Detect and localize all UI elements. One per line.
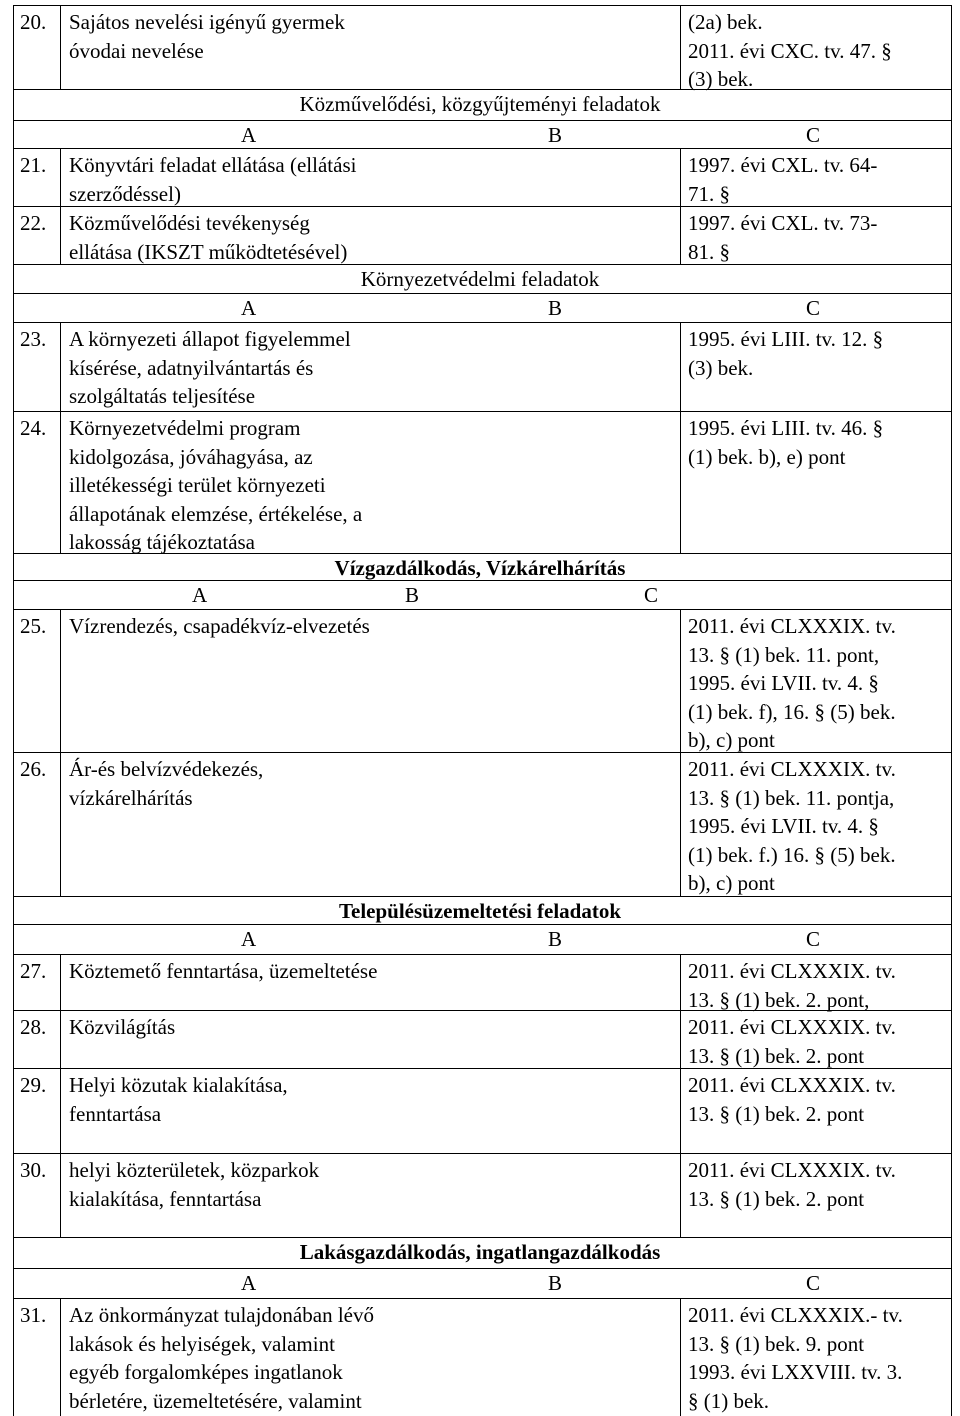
- column-border: [60, 1010, 61, 1068]
- column-border: [13, 89, 14, 120]
- row-number: 25.: [20, 614, 47, 638]
- legal-reference: 81. §: [688, 239, 730, 264]
- section-title: Vízgazdálkodás, Vízkárelhárítás: [334, 556, 626, 580]
- column-border: [951, 1010, 952, 1068]
- column-border: [951, 896, 952, 924]
- row-border: [13, 609, 951, 610]
- task-description: kísérése, adatnyilvántartás és: [69, 355, 314, 380]
- column-border: [60, 411, 61, 553]
- task-description: állapotának elemzése, értékelése, a: [69, 501, 363, 526]
- column-border: [951, 1268, 952, 1298]
- legal-reference: b), c) pont: [688, 728, 775, 752]
- column-border: [13, 293, 14, 322]
- column-border: [951, 411, 952, 553]
- legal-reference: 1995. évi LVII. tv. 4. §: [688, 814, 879, 838]
- legal-reference: 1995. évi LIII. tv. 12. §: [688, 327, 884, 351]
- task-description: óvodai nevelése: [69, 38, 204, 63]
- column-header-a: A: [241, 927, 257, 951]
- column-header-a: A: [241, 296, 257, 320]
- task-description: egyéb forgalomképes ingatlanok: [69, 1360, 343, 1384]
- legal-reference: (1) bek. f), 16. § (5) bek.: [688, 699, 896, 724]
- column-border: [13, 1268, 14, 1298]
- legal-reference: 2011. évi CLXXXIX. tv.: [688, 757, 896, 781]
- column-border: [13, 896, 14, 924]
- task-description: Helyi közutak kialakítása,: [69, 1073, 288, 1097]
- task-description: szolgáltatás teljesítése: [69, 384, 256, 408]
- column-header-c: C: [806, 296, 821, 320]
- legal-reference: 1997. évi CXL. tv. 73-: [688, 211, 878, 235]
- column-border: [951, 264, 952, 293]
- column-border: [60, 148, 61, 206]
- legal-reference: 13. § (1) bek. 11. pont,: [688, 642, 880, 667]
- row-number: 20.: [20, 10, 47, 34]
- column-border: [13, 1068, 14, 1153]
- column-border: [951, 148, 952, 206]
- column-border: [13, 1153, 14, 1237]
- legal-reference: 2011. évi CLXXXIX. tv.: [688, 1073, 896, 1097]
- section-title: Környezetvédelmi feladatok: [360, 267, 600, 291]
- section-title: Lakásgazdálkodás, ingatlangazdálkodás: [299, 1240, 661, 1264]
- column-border: [60, 1298, 61, 1416]
- column-border: [60, 206, 61, 264]
- column-border: [680, 1068, 681, 1153]
- task-description: Ár-és belvízvédekezés,: [69, 757, 264, 781]
- column-border: [951, 322, 952, 411]
- task-description: A környezeti állapot figyelemmel: [69, 327, 351, 351]
- task-description: bérletére, üzemeltetésére, valamint: [69, 1388, 362, 1413]
- column-header-b: B: [548, 123, 563, 147]
- legal-reference: 2011. évi CLXXXIX. tv.: [688, 614, 896, 638]
- row-number: 31.: [20, 1303, 47, 1327]
- column-border: [680, 954, 681, 1010]
- column-header-a: A: [241, 1271, 257, 1295]
- task-description: Közvilágítás: [69, 1015, 176, 1039]
- task-description: Az önkormányzat tulajdonában lévő: [69, 1303, 374, 1327]
- task-description: Közművelődési tevékenység: [69, 211, 310, 235]
- column-border: [951, 553, 952, 580]
- task-description: lakosság tájékoztatása: [69, 530, 256, 554]
- column-border: [13, 411, 14, 553]
- legal-reference: (3) bek.: [688, 355, 754, 380]
- column-header-b: B: [548, 296, 563, 320]
- column-header-b: B: [548, 1271, 563, 1295]
- task-description: helyi közterületek, közparkok: [69, 1158, 320, 1182]
- task-description: Sajátos nevelési igényű gyermek: [69, 10, 345, 34]
- column-border: [13, 553, 14, 580]
- task-description: Könyvtári feladat ellátása (ellátási: [69, 153, 357, 177]
- legal-reference: (1) bek. b), e) pont: [688, 444, 846, 469]
- column-header-c: C: [644, 583, 659, 607]
- column-border: [951, 293, 952, 322]
- row-border: [13, 411, 951, 412]
- column-header-c: C: [806, 1271, 821, 1295]
- task-description: fenntartása: [69, 1101, 162, 1126]
- row-number: 27.: [20, 959, 47, 983]
- task-description: szerződéssel): [69, 181, 181, 206]
- row-number: 30.: [20, 1158, 47, 1182]
- row-border: [13, 954, 951, 955]
- row-number: 21.: [20, 153, 47, 177]
- task-description: vízkárelhárítás: [69, 785, 193, 810]
- legal-reference: 2011. évi CXC. tv. 47. §: [688, 38, 892, 63]
- legal-reference: 1995. évi LVII. tv. 4. §: [688, 671, 879, 695]
- row-number: 26.: [20, 757, 47, 781]
- legal-reference: 1997. évi CXL. tv. 64-: [688, 153, 878, 177]
- column-header-c: C: [806, 927, 821, 951]
- legal-reference: 2011. évi CLXXXIX. tv.: [688, 1015, 896, 1039]
- column-border: [680, 148, 681, 206]
- column-border: [951, 206, 952, 264]
- column-header-b: B: [548, 927, 563, 951]
- column-border: [60, 1068, 61, 1153]
- column-border: [13, 1237, 14, 1268]
- column-border: [951, 580, 952, 609]
- column-border: [60, 752, 61, 896]
- row-border: [13, 752, 951, 753]
- legal-reference: 13. § (1) bek. 2. pont,: [688, 987, 870, 1012]
- column-border: [13, 609, 14, 752]
- row-border: [13, 1298, 951, 1299]
- legal-reference: 2011. évi CLXXXIX. tv.: [688, 959, 896, 983]
- column-border: [13, 1010, 14, 1068]
- legal-reference: 1995. évi LIII. tv. 46. §: [688, 416, 884, 440]
- column-border: [951, 924, 952, 954]
- column-border: [951, 609, 952, 752]
- column-border: [13, 206, 14, 264]
- legal-reference: 2011. évi CLXXXIX.- tv.: [688, 1303, 903, 1327]
- section-title: Településüzemeltetési feladatok: [338, 899, 622, 923]
- column-border: [60, 954, 61, 1010]
- table-top-border: [13, 5, 951, 6]
- task-description: ellátása (IKSZT működtetésével): [69, 239, 348, 264]
- row-border: [13, 148, 951, 149]
- row-number: 24.: [20, 416, 47, 440]
- row-number: 23.: [20, 327, 47, 351]
- legal-reference: 13. § (1) bek. 2. pont: [688, 1043, 865, 1068]
- row-border: [13, 1153, 951, 1154]
- legal-reference: b), c) pont: [688, 871, 775, 895]
- task-description: Vízrendezés, csapadékvíz-elvezetés: [69, 614, 370, 638]
- legal-reference: (2a) bek.: [688, 10, 763, 34]
- column-border: [680, 1010, 681, 1068]
- task-description: Környezetvédelmi program: [69, 416, 301, 440]
- column-border: [951, 1153, 952, 1237]
- column-border: [680, 322, 681, 411]
- column-border: [13, 924, 14, 954]
- column-border: [13, 322, 14, 411]
- column-border: [13, 264, 14, 293]
- column-border: [13, 752, 14, 896]
- legal-reference: 13. § (1) bek. 2. pont: [688, 1186, 865, 1211]
- section-title: Közművelődési, közgyűjteményi feladatok: [299, 92, 661, 116]
- legal-reference: 13. § (1) bek. 9. pont: [688, 1331, 865, 1356]
- column-border: [13, 5, 14, 89]
- column-border: [13, 1298, 14, 1416]
- column-border: [951, 1068, 952, 1153]
- row-border: [13, 206, 951, 207]
- column-border: [951, 89, 952, 120]
- column-border: [680, 411, 681, 553]
- row-border: [13, 1010, 951, 1011]
- legal-reference: 71. §: [688, 181, 730, 206]
- column-header-a: A: [241, 123, 257, 147]
- row-number: 29.: [20, 1073, 47, 1097]
- column-border: [680, 609, 681, 752]
- row-number: 28.: [20, 1015, 47, 1039]
- column-border: [13, 120, 14, 148]
- task-description: kidolgozása, jóváhagyása, az: [69, 444, 313, 469]
- column-border: [13, 954, 14, 1010]
- column-border: [60, 1153, 61, 1237]
- legal-reference: 13. § (1) bek. 11. pontja,: [688, 785, 895, 810]
- column-border: [951, 954, 952, 1010]
- row-border: [13, 322, 951, 323]
- column-border: [951, 1298, 952, 1416]
- column-header-b: B: [405, 583, 420, 607]
- legal-reference: 2011. évi CLXXXIX. tv.: [688, 1158, 896, 1182]
- column-border: [680, 1153, 681, 1237]
- column-border: [680, 752, 681, 896]
- column-border: [13, 148, 14, 206]
- column-border: [951, 1237, 952, 1268]
- column-border: [60, 609, 61, 752]
- column-border: [680, 1298, 681, 1416]
- task-description: Köztemető fenntartása, üzemeltetése: [69, 959, 378, 983]
- legal-reference: 13. § (1) bek. 2. pont: [688, 1101, 865, 1126]
- row-number: 22.: [20, 211, 47, 235]
- column-header-a: A: [192, 583, 208, 607]
- column-border: [60, 322, 61, 411]
- legal-reference: 1993. évi LXXVIII. tv. 3.: [688, 1360, 903, 1384]
- column-border: [951, 120, 952, 148]
- column-border: [951, 5, 952, 89]
- column-border: [680, 206, 681, 264]
- task-description: lakások és helyiségek, valamint: [69, 1331, 335, 1356]
- task-description: illetékességi terület környezeti: [69, 473, 326, 497]
- column-header-c: C: [806, 123, 821, 147]
- column-border: [13, 580, 14, 609]
- legal-reference: (3) bek.: [688, 67, 754, 91]
- task-description: kialakítása, fenntartása: [69, 1186, 262, 1211]
- row-border: [13, 1068, 951, 1069]
- column-border: [60, 5, 61, 89]
- legal-reference: (1) bek. f.) 16. § (5) bek.: [688, 842, 896, 867]
- row-border: [13, 580, 951, 581]
- column-border: [680, 5, 681, 89]
- column-border: [951, 752, 952, 896]
- legal-reference: § (1) bek.: [688, 1388, 770, 1413]
